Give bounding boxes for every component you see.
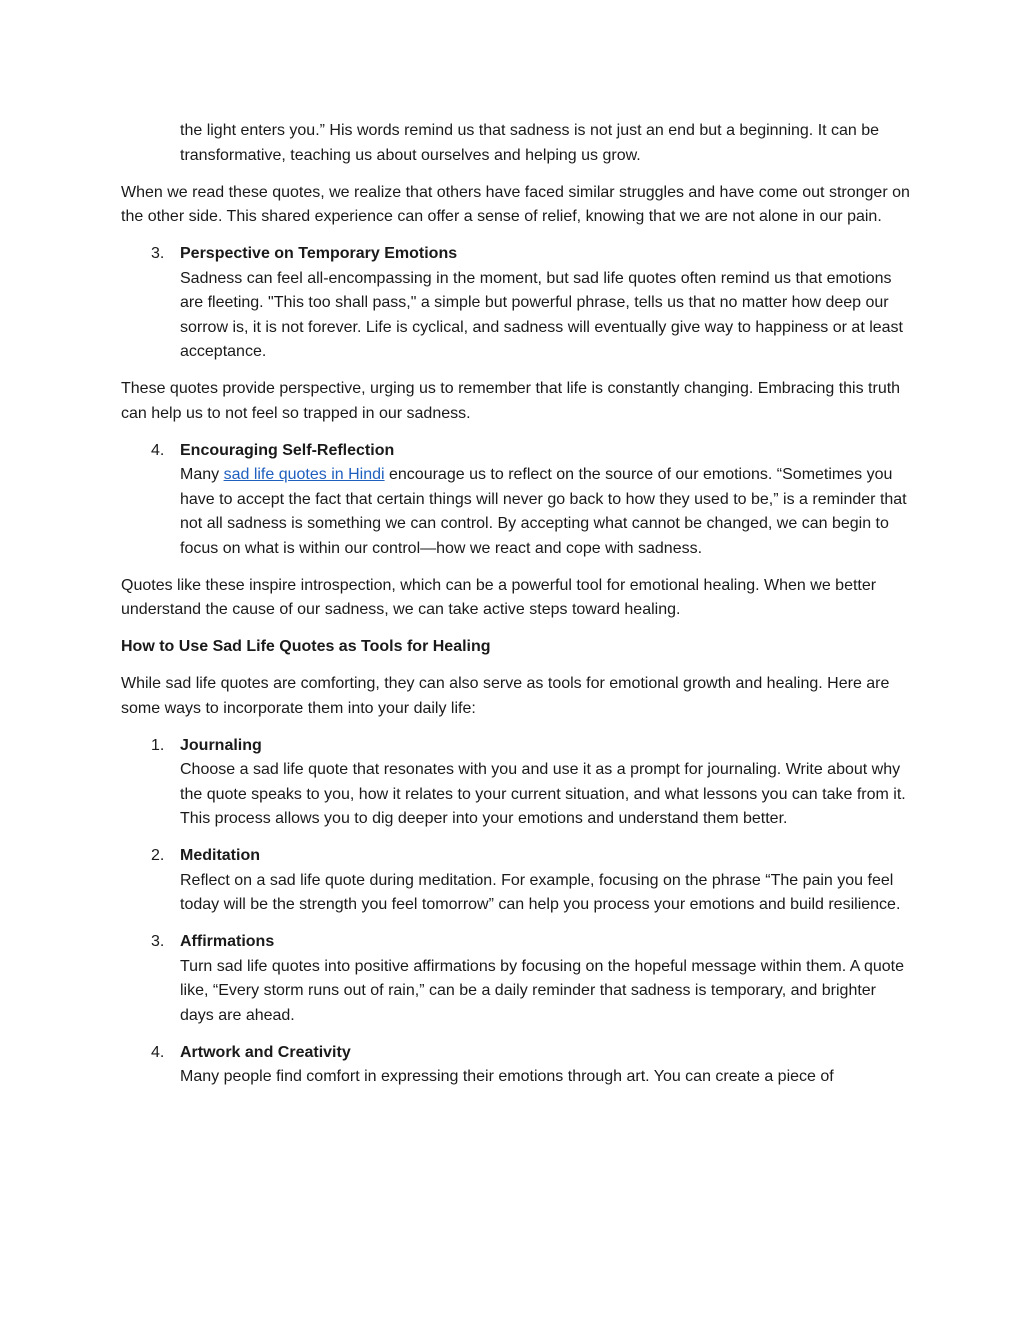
paragraph-introspection: Quotes like these inspire introspection, which can be a powerful tool for emotional healing. When we better understand the cause of our sadness, we can take active steps toward healing.: [121, 576, 877, 618]
body-text-pre: Many: [180, 466, 224, 483]
list-number: 3.: [151, 245, 165, 262]
list-item-artwork: [121, 1041, 911, 1090]
list-item-self-reflection: [121, 439, 911, 562]
list-item-temporary-emotions: [121, 242, 911, 365]
list-item-title: Encouraging Self-Reflection: [180, 441, 395, 459]
paragraph-perspective: These quotes provide perspective, urging us to remember that life is constantly changing. Embracing this truth can help us to not feel so trapped in our sadness.: [121, 380, 901, 422]
list-item-title: Journaling: [180, 736, 262, 754]
list-number: 4.: [151, 1043, 165, 1061]
list-item-journaling: [121, 734, 911, 832]
document-body: [121, 119, 911, 1102]
sad-life-quotes-hindi-link[interactable]: sad life quotes in Hindi: [223, 466, 385, 483]
list-item-body: Choose a sad life quote that resonates with you and use it as a prompt for journaling. Write about why the quote speaks to you, how it relates to your current situation, and what lessons you can take from it. This process allows you to dig deeper into your emotions and understand them better.: [180, 761, 906, 827]
list-number: 1.: [151, 736, 165, 754]
continuation-paragraph: the light enters you.” His words remind us that sadness is not just an end but a beginning. It can be transformative, teaching us about ourselves and helping us grow.: [180, 122, 880, 164]
body-text-post: encourage us to reflect on the source of our emotions. “Sometimes you have to accept the fact that certain things will never go back to how they used to be,” is a reminder that not all sadness is something we can control. By accepting what cannot be changed, we can begin to focus on what is within our control—how we react and cope with sadness.: [180, 466, 907, 557]
list-item-affirmations: [121, 930, 911, 1028]
paragraph-intro: While sad life quotes are comforting, they can also serve as tools for emotional growth and healing. Here are some ways to incorporate them into your daily life:: [121, 675, 890, 717]
list-item-title: Affirmations: [180, 933, 275, 950]
list-item-meditation: [121, 844, 911, 918]
list-item-title: Perspective on Temporary Emotions: [180, 245, 458, 262]
list-number: 4.: [151, 441, 165, 459]
list-item-body: [180, 463, 911, 561]
paragraph-others-struggles: When we read these quotes, we realize that others have faced similar struggles and have come out stronger on the other side. This shared experience can offer a sense of relief, knowing that we are not alone in our pain.: [121, 183, 910, 225]
list-item-body: Sadness can feel all-encompassing in the moment, but sad life quotes often remind us that emotions are fleeting. "This too shall pass," a simple but powerful phrase, tells us that no matter how deep our sorrow is, it is not forever. Life is cyclical, and sadness will eventually give way to happiness or at least acceptance.: [180, 269, 903, 360]
list-item-body: Turn sad life quotes into positive affirmations by focusing on the hopeful message within them. A quote like, “Every storm runs out of rain,” can be a daily reminder that sadness is temporary, and brighter days are ahead.: [180, 957, 904, 1024]
list-number: 2.: [151, 847, 165, 864]
list-item-body: Many people find comfort in expressing their emotions through art. You can create a piece of: [180, 1068, 834, 1085]
list-item-title: Artwork and Creativity: [180, 1043, 351, 1061]
list-item-body: Reflect on a sad life quote during meditation. For example, focusing on the phrase “The pain you feel today will be the strength you feel tomorrow” can help you process your emotions and build resilience.: [180, 871, 901, 913]
section-heading: How to Use Sad Life Quotes as Tools for Healing: [121, 638, 491, 655]
list-item-title: Meditation: [180, 847, 260, 864]
list-number: 3.: [151, 933, 165, 950]
